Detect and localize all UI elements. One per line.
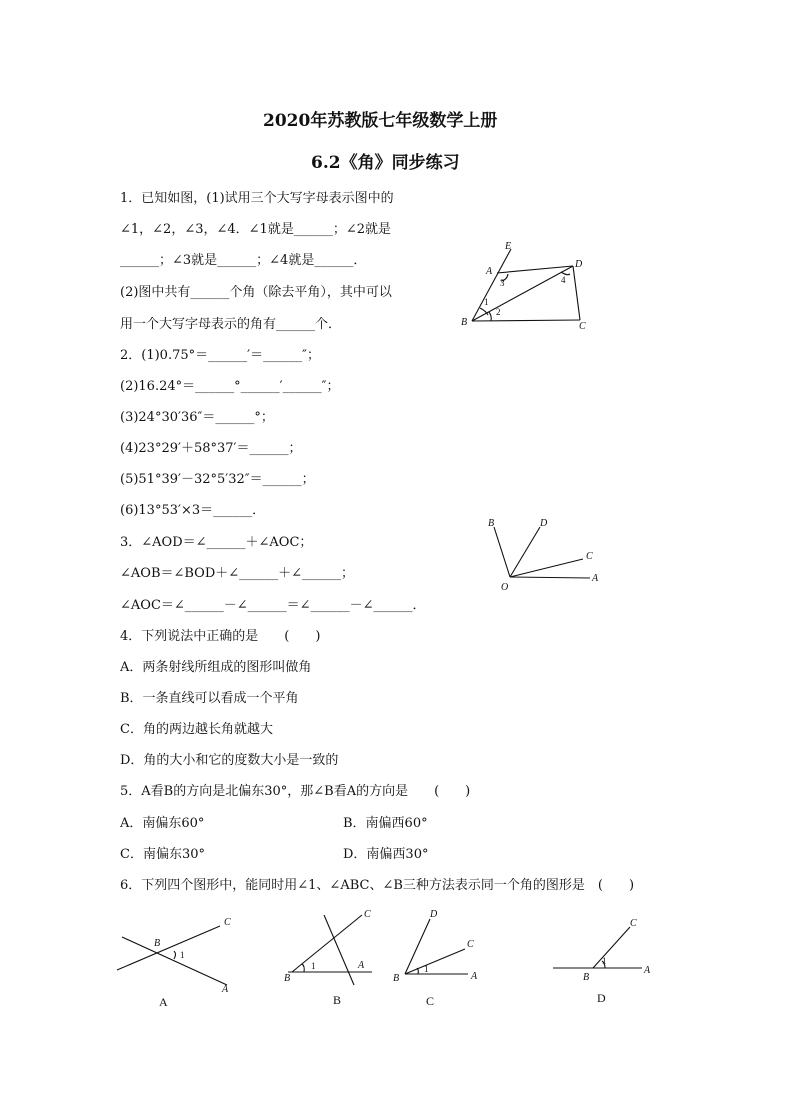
q6-figure-d bbox=[545, 910, 660, 1010]
q2-line-1: 2．(1)0.75°＝______′＝______″； bbox=[120, 348, 320, 363]
q5-option-d: D．南偏西30° bbox=[343, 847, 429, 862]
ray-OB bbox=[494, 527, 510, 577]
segment-DC bbox=[573, 266, 580, 320]
arc-2 bbox=[489, 312, 491, 321]
segment-BC bbox=[472, 320, 580, 321]
q6-figure-b bbox=[280, 905, 390, 1010]
q3-line-2: ∠AOB＝∠BOD＋∠______＋∠______； bbox=[120, 566, 355, 581]
q5-option-a: A．南偏东60° bbox=[120, 816, 205, 831]
ray-OD bbox=[510, 527, 540, 577]
label-angle-3: 3 bbox=[500, 278, 505, 288]
label-C: C bbox=[579, 321, 586, 332]
label-A: A bbox=[592, 573, 599, 584]
label-B: B bbox=[583, 972, 590, 983]
ray-OC bbox=[510, 559, 583, 577]
q1-figure bbox=[455, 236, 595, 336]
label-B: B bbox=[284, 973, 291, 984]
label-B: B bbox=[393, 973, 400, 984]
q2-line-2: (2)16.24°＝______°______′______″； bbox=[120, 379, 340, 394]
ray-BC bbox=[405, 949, 465, 974]
q3-figure bbox=[482, 513, 607, 595]
label-angle-2: 2 bbox=[496, 307, 501, 317]
caption-c: C bbox=[426, 994, 435, 1008]
label-A: A bbox=[358, 960, 365, 971]
label-C: C bbox=[224, 917, 231, 928]
label-D: D bbox=[540, 518, 548, 529]
q5-option-c: C．南偏东30° bbox=[120, 847, 205, 862]
label-C: C bbox=[630, 918, 637, 929]
ray-BC bbox=[593, 927, 630, 968]
q6-figure-c bbox=[390, 905, 490, 1010]
label-C: C bbox=[586, 551, 593, 562]
label-E: E bbox=[505, 241, 512, 252]
page-subtitle: 6.2《角》同步练习 bbox=[311, 153, 460, 173]
caption-d: D bbox=[597, 991, 606, 1005]
q3-line-3: ∠AOC＝∠______－∠______＝∠______－∠______． bbox=[120, 598, 426, 613]
q1-line-1: 1．已知如图，(1)试用三个大写字母表示图中的 bbox=[120, 191, 394, 206]
q6-figure-a bbox=[112, 910, 242, 1010]
q2-line-5: (5)51°39′－32°5′32″＝______； bbox=[120, 472, 315, 487]
q4-stem: 4．下列说法中正确的是 ( ) bbox=[120, 629, 321, 644]
q4-option-b: B．一条直线可以看成一个平角 bbox=[120, 691, 299, 706]
label-D: D bbox=[430, 909, 438, 920]
q4-option-a: A．两条射线所组成的图形叫做角 bbox=[120, 660, 312, 675]
label-A: A bbox=[486, 266, 493, 277]
label-angle-1: 1 bbox=[484, 297, 489, 307]
label-B: B bbox=[488, 518, 495, 529]
label-O: O bbox=[501, 582, 509, 593]
label-B: B bbox=[461, 317, 468, 328]
q1-line-2: ∠1，∠2，∠3，∠4．∠1就是______；∠2就是 bbox=[120, 222, 391, 237]
label-A: A bbox=[222, 984, 229, 995]
arc-1 bbox=[302, 964, 304, 972]
label-C: C bbox=[467, 939, 474, 950]
arc-1 bbox=[417, 968, 418, 974]
ray-OA bbox=[510, 577, 590, 578]
q3-line-1: 3．∠AOD＝∠______＋∠AOC； bbox=[120, 535, 313, 550]
label-A: A bbox=[471, 971, 478, 982]
label-D: D bbox=[575, 259, 583, 270]
ray-BC bbox=[292, 915, 362, 972]
q4-option-c: C．角的两边越长角就越大 bbox=[120, 722, 273, 737]
q1-line-3: ______；∠3就是______；∠4就是______． bbox=[120, 253, 367, 268]
arc-1 bbox=[174, 951, 176, 959]
q5-option-b: B．南偏西60° bbox=[343, 816, 428, 831]
label-C: C bbox=[364, 909, 371, 920]
page-title: 2020年苏教版七年级数学上册 bbox=[263, 111, 498, 131]
q2-line-3: (3)24°30′36″＝______°； bbox=[120, 410, 274, 425]
label-angle-1: 1 bbox=[311, 961, 316, 971]
q4-option-d: D．角的大小和它的度数大小是一致的 bbox=[120, 753, 339, 768]
caption-b: B bbox=[333, 993, 342, 1007]
label-angle-1: 1 bbox=[180, 950, 185, 960]
label-angle-1: 1 bbox=[424, 964, 429, 974]
caption-a: A bbox=[159, 995, 168, 1009]
q6-stem: 6．下列四个图形中，能同时用∠1、∠ABC、∠B三种方法表示同一个角的图形是 ( ) bbox=[120, 878, 635, 893]
label-A: A bbox=[644, 965, 651, 976]
q2-line-4: (4)23°29′＋58°37′＝______； bbox=[120, 441, 302, 456]
line-2 bbox=[117, 926, 220, 970]
label-B: B bbox=[154, 938, 161, 949]
q2-line-6: (6)13°53′×3＝______． bbox=[120, 503, 266, 518]
label-angle-1: 1 bbox=[602, 956, 607, 966]
q1-line-4: (2)图中共有______个角（除去平角），其中可以 bbox=[120, 285, 392, 300]
q1-line-5: 用一个大写字母表示的角有______个． bbox=[120, 317, 342, 332]
q5-stem: 5．A看B的方向是北偏东30°，那∠B看A的方向是 ( ) bbox=[120, 784, 471, 799]
label-angle-4: 4 bbox=[561, 275, 566, 285]
